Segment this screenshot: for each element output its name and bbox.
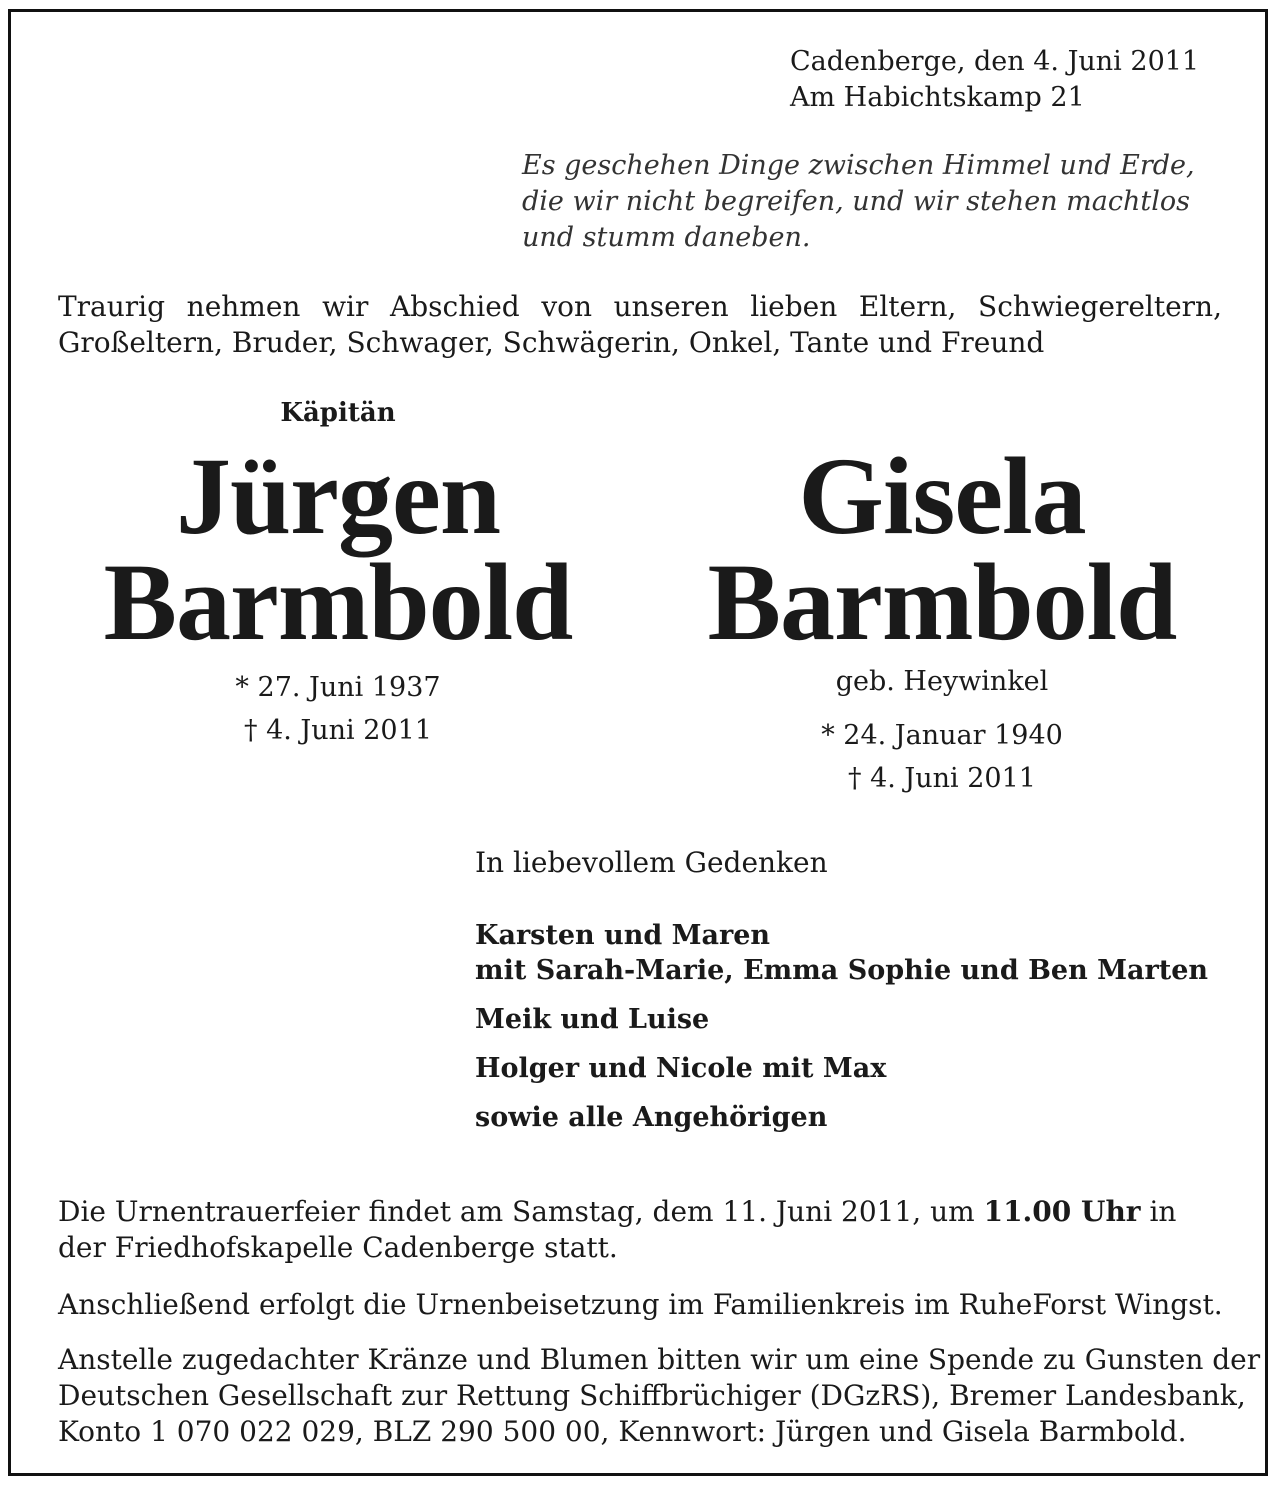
intro-text (58, 289, 1222, 361)
service-text: Die Urnentrauerfeier findet am Samstag, dem 11. Juni 2011, um (58, 1195, 975, 1228)
service-info (58, 1194, 1176, 1266)
birth-date: * 24. Januar 1940 (821, 720, 1063, 751)
quote-line: die wir nicht begreifen, und wir stehen machtlos (522, 186, 1190, 217)
quote (522, 148, 1195, 256)
mourner-line: Meik und Luise (475, 1004, 710, 1035)
deceased2-dates (821, 714, 1063, 800)
intro-line: Großeltern, Bruder, Schwager, Schwägerin, Onkel, Tante und Freund (58, 326, 1045, 359)
donation-line: Deutschen Gesellschaft zur Rettung Schiffbrüchiger (DGzRS), Bremer Landesbank, (58, 1379, 1246, 1412)
service-line (58, 1194, 1176, 1230)
death-date: † 4. Juni 2011 (244, 715, 432, 746)
deceased1-first-name: Jürgen (176, 435, 500, 557)
mourners-list (475, 918, 1208, 1135)
address: Am Habichtskamp 21 (790, 82, 1085, 113)
service-text: in (1149, 1195, 1177, 1228)
deceased2-last-name: Barmbold (707, 541, 1177, 663)
donation-line: Konto 1 070 022 029, BLZ 290 500 00, Kennwort: Jürgen und Gisela Barmbold. (58, 1415, 1187, 1448)
mourner-line: sowie alle Angehörigen (475, 1102, 828, 1133)
memory-line: In liebevollem Gedenken (475, 846, 828, 879)
burial-info: Anschließend erfolgt die Urnenbeisetzung im Familienkreis im RuheForst Wingst. (58, 1288, 1223, 1321)
death-date: † 4. Juni 2011 (848, 763, 1036, 794)
service-line: der Friedhofskapelle Cadenberge statt. (58, 1231, 618, 1264)
deceased1-title: Käpitän (280, 398, 396, 428)
deceased2-first-name: Gisela (798, 435, 1086, 557)
place-date: Cadenberge, den 4. Juni 2011 (790, 46, 1200, 77)
header (790, 44, 1199, 116)
deceased1-dates (235, 666, 440, 752)
donation-info (58, 1342, 1260, 1450)
intro-line: Traurig nehmen wir Abschied von unseren lieben Eltern, Schwiegereltern, (58, 290, 1222, 323)
service-time: 11.00 Uhr (983, 1195, 1141, 1228)
mourner-line: mit Sarah-Marie, Emma Sophie und Ben Marten (475, 955, 1209, 986)
mourner-line: Holger und Nicole mit Max (475, 1053, 887, 1084)
mourner-line: Karsten und Maren (475, 920, 771, 951)
deceased1-last-name: Barmbold (103, 541, 573, 663)
birth-date: * 27. Juni 1937 (235, 672, 441, 703)
donation-line: Anstelle zugedachter Kränze und Blumen bitten wir um eine Spende zu Gunsten der (58, 1343, 1261, 1376)
maiden-name: geb. Heywinkel (835, 666, 1049, 697)
quote-line: und stumm daneben. (522, 222, 811, 253)
quote-line: Es geschehen Dinge zwischen Himmel und Erde, (522, 150, 1195, 181)
